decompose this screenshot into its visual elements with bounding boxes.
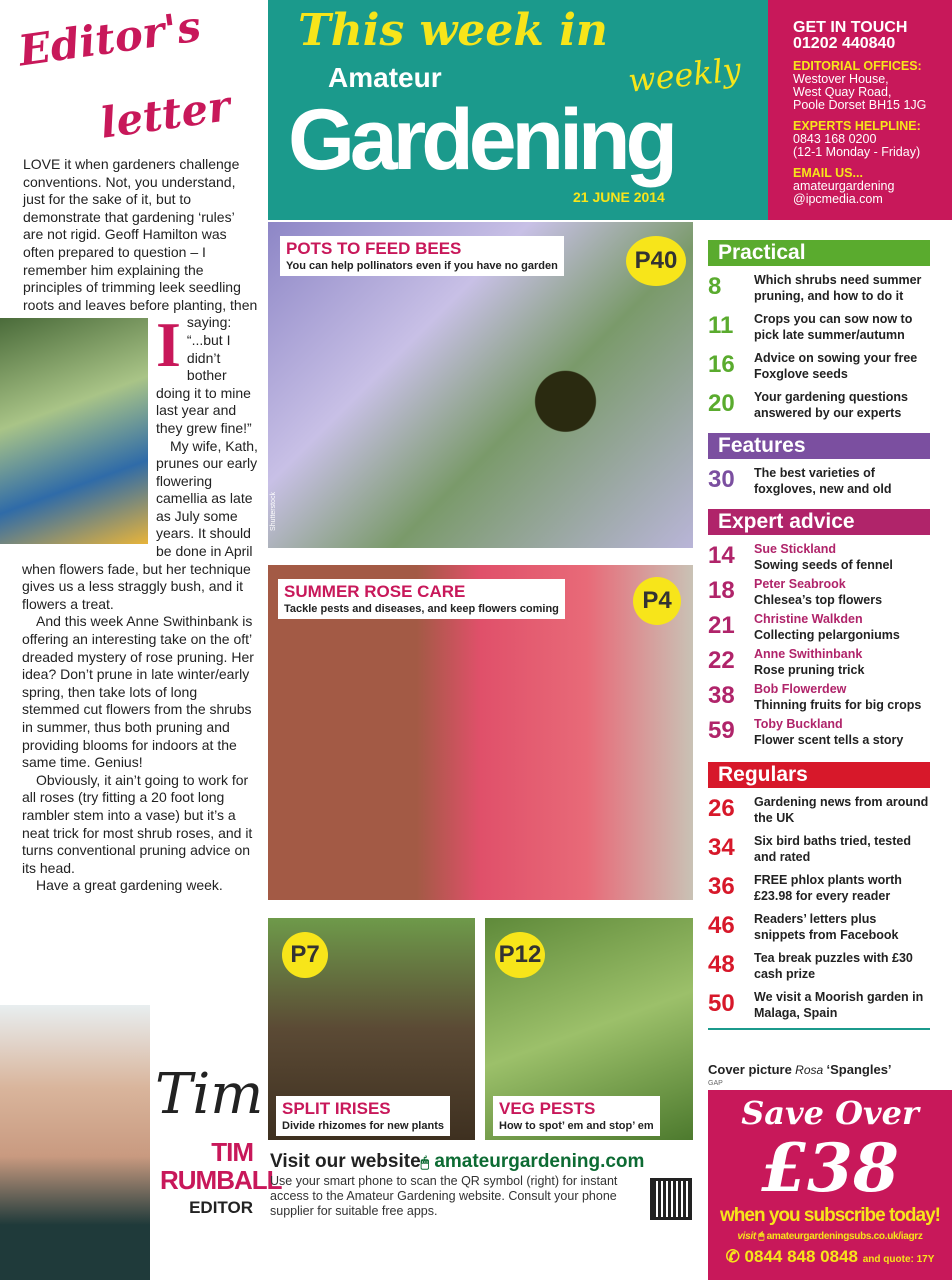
contents-item[interactable] bbox=[708, 989, 930, 1021]
phone-icon: ✆ bbox=[725, 1247, 740, 1266]
contents-item[interactable] bbox=[708, 872, 930, 904]
contents-item[interactable] bbox=[708, 716, 930, 748]
editors-letter-title-line-1: Editor's bbox=[15, 1, 204, 76]
website-text: Use your smart phone to scan the QR symbol (right) for instant access to the Amateur Gardening website. Consult your phone supplier for suitable free apps. bbox=[270, 1174, 618, 1218]
address-line: Westover House, bbox=[793, 72, 889, 86]
section-header-features: Features bbox=[708, 433, 930, 459]
contents-item[interactable] bbox=[708, 272, 930, 304]
feature-photo-irises[interactable] bbox=[268, 918, 475, 1140]
letter-paragraph: Obviously, it ain’t going to work for all roses (try fitting a 20 foot long rambler stem into a vase) but it’s a neat trick for most shrub roses, and it turns conventional pruning advice on its head. bbox=[22, 771, 253, 876]
contents-item[interactable] bbox=[708, 350, 930, 382]
feature-photo-rose[interactable] bbox=[268, 565, 693, 900]
quote-code: and quote: 17Y bbox=[862, 1254, 935, 1265]
logo-gardening: Gardening bbox=[288, 92, 674, 188]
qr-code[interactable] bbox=[650, 1178, 692, 1220]
email-line[interactable]: @ipcmedia.com bbox=[793, 192, 883, 206]
letter-paragraph: Have a great gardening week. bbox=[36, 877, 223, 894]
drop-cap: I bbox=[156, 309, 181, 380]
page-number: 46 bbox=[708, 912, 735, 939]
website-url[interactable]: amateurgardening.com bbox=[434, 1151, 645, 1172]
visit-label: visit bbox=[737, 1231, 756, 1242]
contact-phone: 01202 440840 bbox=[793, 35, 896, 52]
editors-letter-title-line-2: letter bbox=[97, 81, 234, 148]
page-number: 22 bbox=[708, 647, 735, 674]
item-description: The best varieties of foxgloves, new and old bbox=[754, 466, 892, 496]
logo-weekly: weekly bbox=[626, 50, 743, 100]
photo-credit: Shutterstock bbox=[269, 492, 277, 531]
page-number: 50 bbox=[708, 990, 735, 1017]
editors-letter-body bbox=[22, 156, 258, 895]
expert-name: Bob Flowerdew bbox=[754, 682, 847, 696]
website-label: Visit our website bbox=[270, 1151, 421, 1172]
helpline-hours: (12-1 Monday - Friday) bbox=[793, 145, 921, 159]
feature-caption: SUMMER ROSE CARE Tackle pests and diseases, and keep flowers coming bbox=[278, 579, 565, 619]
editor-photo bbox=[0, 1005, 150, 1280]
editor-signature: Tim bbox=[155, 1062, 264, 1127]
contents-item[interactable] bbox=[708, 465, 930, 497]
editor-role: EDITOR bbox=[189, 1198, 253, 1217]
address-line: West Quay Road, bbox=[793, 85, 892, 99]
page-badge: P40 bbox=[626, 236, 686, 286]
masthead bbox=[268, 0, 768, 220]
feature-photo-bees[interactable] bbox=[268, 222, 693, 548]
contents-item[interactable] bbox=[708, 794, 930, 826]
page-number: 11 bbox=[708, 312, 734, 339]
contents-item[interactable] bbox=[708, 833, 930, 865]
page-number: 59 bbox=[708, 717, 735, 744]
item-description: Rose pruning trick bbox=[754, 662, 865, 677]
contents-item[interactable] bbox=[708, 389, 930, 421]
page-badge: P7 bbox=[282, 932, 328, 978]
item-description: Crops you can sow now to pick late summer/autumn bbox=[754, 312, 913, 342]
expert-name: Christine Walkden bbox=[754, 612, 863, 626]
helpline-number: 0843 168 0200 bbox=[793, 132, 877, 146]
letter-paragraph: I LOVE it when gardeners challenge conventions. Not, you understand, just for the sake of it, but to demonstrate that gardening ‘rules’ are not rigid. Geoff Hamilton was often prepared to question – I remember him explaining the principles of trimming leek seedling roots and leaves before planting, then saying: “...but I didn’t bother doing it to mine last year and they grew fine!” bbox=[23, 156, 258, 436]
item-description: Tea break puzzles with £30 cash prize bbox=[754, 951, 913, 981]
issue-date: 21 JUNE 2014 bbox=[573, 189, 665, 205]
contact-title: GET IN TOUCH bbox=[793, 19, 908, 36]
feature-photo-veg-pests[interactable] bbox=[485, 918, 693, 1140]
page-number: 34 bbox=[708, 834, 735, 861]
page-number: 21 bbox=[708, 612, 735, 639]
contents-list bbox=[708, 240, 930, 1030]
page-number: 8 bbox=[708, 273, 722, 300]
divider bbox=[708, 1028, 930, 1030]
item-description: Your gardening questions answered by our experts bbox=[754, 390, 908, 420]
cover-picture-credit: Cover picture Rosa ‘Spangles’ bbox=[708, 1062, 892, 1077]
this-week-in: This week in bbox=[298, 5, 608, 56]
contents-item[interactable] bbox=[708, 541, 930, 573]
offices-label: EDITORIAL OFFICES: bbox=[793, 59, 922, 73]
logo-amateur: Amateur bbox=[328, 62, 442, 93]
offer-price: £38 bbox=[761, 1129, 899, 1207]
item-description: Advice on sowing your free Foxglove seeds bbox=[754, 351, 918, 381]
contact-panel bbox=[768, 0, 952, 220]
mouse-icon: 🖱 bbox=[420, 1154, 430, 1170]
contents-item[interactable] bbox=[708, 681, 930, 713]
contents-item[interactable] bbox=[708, 576, 930, 608]
save-over: Save Over bbox=[741, 1094, 919, 1132]
gardener-photo bbox=[0, 318, 148, 544]
contents-item[interactable] bbox=[708, 611, 930, 643]
helpline-label: EXPERTS HELPLINE: bbox=[793, 119, 921, 133]
contents-item[interactable] bbox=[708, 646, 930, 678]
page-number: 36 bbox=[708, 873, 735, 900]
page-number: 30 bbox=[708, 466, 735, 493]
email-label: EMAIL US... bbox=[793, 166, 863, 180]
letter-paragraph: My wife, Kath, prunes our early flowering camellia as late as July some years. It should be done in April when flowers fade, but her technique gives us a less straggly bush, and it flowers a treat. bbox=[22, 437, 258, 612]
contents-item[interactable] bbox=[708, 311, 930, 343]
item-description: Collecting pelargoniums bbox=[754, 627, 900, 642]
feature-caption: VEG PESTS How to spot’ em and stop’ em bbox=[493, 1096, 660, 1136]
contents-item[interactable] bbox=[708, 950, 930, 982]
editor-name: TIM RUMBALL bbox=[160, 1137, 282, 1195]
letter-paragraph: And this week Anne Swithinbank is offering an interesting take on the oft’ dreaded mystery of rose pruning. Her idea? Don’t prune in late winter/early spring, then take lots of long stemmed cut flowers from the shrubs in summer, thus both pruning and providing blooms for indoors at the same time. Genius! bbox=[22, 613, 254, 771]
page-number: 20 bbox=[708, 390, 735, 417]
cover-photo-credit: GAP bbox=[708, 1080, 723, 1087]
contents-item[interactable] bbox=[708, 911, 930, 943]
subscribe-url[interactable]: amateurgardeningsubs.co.uk/iagrz bbox=[766, 1231, 923, 1242]
expert-name: Peter Seabrook bbox=[754, 577, 846, 591]
feature-caption: POTS TO FEED BEES You can help pollinators even if you have no garden bbox=[280, 236, 564, 276]
page-badge: P12 bbox=[495, 932, 545, 978]
page-number: 14 bbox=[708, 542, 735, 569]
section-header-expert: Expert advice bbox=[708, 509, 930, 535]
item-description: We visit a Moorish garden in Malaga, Spain bbox=[754, 990, 924, 1020]
website-promo bbox=[270, 1150, 695, 1219]
subscribe-phone: 0844 848 0848 bbox=[744, 1247, 858, 1266]
item-description: Which shrubs need summer pruning, and how to do it bbox=[754, 273, 922, 303]
item-description: Readers’ letters plus snippets from Facebook bbox=[754, 912, 899, 942]
feature-caption: SPLIT IRISES Divide rhizomes for new plants bbox=[276, 1096, 450, 1136]
section-header-regulars: Regulars bbox=[708, 762, 930, 788]
page-number: 16 bbox=[708, 351, 735, 378]
address-line: Poole Dorset BH15 1JG bbox=[793, 98, 927, 112]
page-number: 18 bbox=[708, 577, 735, 604]
mouse-icon: 🖱 bbox=[758, 1231, 765, 1242]
email-line[interactable]: amateurgardening bbox=[793, 179, 895, 193]
subscribe-offer[interactable] bbox=[708, 1090, 952, 1280]
item-description: Chlesea’s top flowers bbox=[754, 592, 883, 607]
item-description: Sowing seeds of fennel bbox=[754, 557, 893, 572]
section-header-practical: Practical bbox=[708, 240, 930, 266]
expert-name: Anne Swithinbank bbox=[754, 647, 863, 661]
page-number: 48 bbox=[708, 951, 735, 978]
item-description: Six bird baths tried, tested and rated bbox=[754, 834, 911, 864]
page-number: 38 bbox=[708, 682, 735, 709]
page-number: 26 bbox=[708, 795, 735, 822]
item-description: Flower scent tells a story bbox=[754, 732, 904, 747]
page-badge: P4 bbox=[633, 577, 681, 625]
expert-name: Toby Buckland bbox=[754, 717, 843, 731]
offer-tagline: when you subscribe today! bbox=[720, 1205, 940, 1226]
expert-name: Sue Stickland bbox=[754, 542, 836, 556]
item-description: Gardening news from around the UK bbox=[754, 795, 929, 825]
item-description: FREE phlox plants worth £23.98 for every reader bbox=[754, 873, 902, 903]
item-description: Thinning fruits for big crops bbox=[754, 697, 922, 712]
